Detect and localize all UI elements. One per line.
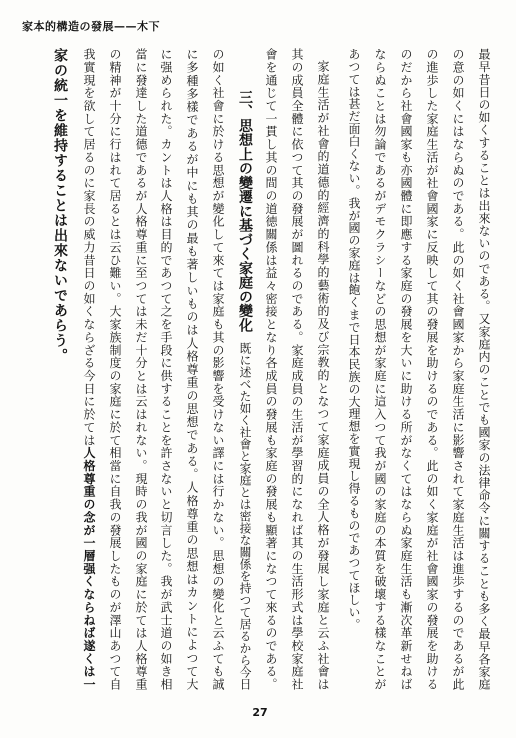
column-text: あつては甚だ面白くない。我が國の家庭は飽くまで日本民族の大理想を實現し得るものであつてほしい。 (347, 48, 361, 631)
text-column (158, 48, 174, 690)
column-text: 家庭生活が社會的道德的經濟的科學的藝術的及び宗教的となつて家庭成員の全人格が發展し家庭と云ふ社會は (316, 60, 330, 690)
column-text: 既に述べた如く社會と家庭とは密接な關係を持つて居るから今日 (238, 342, 252, 690)
text-column (424, 48, 440, 690)
text-column (372, 48, 388, 690)
text-column (346, 48, 362, 690)
column-text: に多種多樣であるが中にも其の最も著しいものは人格尊重の思想である。人格尊重の思想はカントによつて大 (185, 48, 199, 690)
column-text: の如く社會に於ける思想が變化して來ては家庭も其の影響を受けない譯には行かない。思想の變化と云ふても誠 (211, 48, 225, 690)
text-column (81, 48, 97, 690)
column-text: に强められた。カントは人格は目的であつて之を手段に供することを許さないと切言した。我が武士道の如き相 (159, 48, 173, 690)
column-text: の精神が十分に行はれて居るとは云ひ難い。大家族制度の家庭に於て相當に自我の發展したものが澤山あつて自 (108, 48, 122, 690)
text-column (133, 48, 149, 690)
section-heading: 三、思想上の變遷に基づく家庭の變化 (237, 90, 253, 332)
text-column (237, 342, 253, 690)
column-text: 當に發達した道德であるが人格尊重に至つては未だ十分とは云はれない。現時の我が國の家庭に於ては人格尊重 (134, 48, 148, 690)
text-column (184, 48, 200, 690)
paragraph-start-column (315, 60, 331, 690)
text-column (476, 48, 492, 690)
page-number: 27 (252, 706, 268, 719)
text-column (289, 48, 305, 690)
text-column (107, 48, 123, 690)
column-text: の意の如くにはならぬのである。此の如く社會國家から家庭生活に影響されて家庭生活は進歩するのであるが此 (451, 48, 465, 690)
running-head: 家本的構造の發展——木下 (22, 20, 160, 33)
column-text: のだから社會國家も亦國體に即應する家庭の發展を大いに助ける所がなくてはならぬ家庭生活も漸次革新せねば (399, 48, 413, 690)
text-column (398, 48, 414, 690)
text-column (450, 48, 466, 690)
text-column (263, 48, 279, 690)
column-text: 會を通じて一貫し其の間の道徳關係は益々密接となり各成員の發展も家庭の發展も顯著になつて來るのである。 (264, 48, 278, 690)
emphasized-column (52, 48, 68, 690)
column-text: 最早昔日の如くすることは出來ないのである。又家庭内のことでも國家の法律命令に關することも多く最早各家庭 (477, 48, 491, 690)
column-text: の進歩した家庭生活が社會國家に反映して其の發展を助けるのである。此の如く家庭が社會國家の發展を助ける (425, 48, 439, 690)
column-text: 其の成員全體に依つて其の發展が圖れるのである。家庭成員の生活が學習的になれば其の生活形式は學校家庭社 (290, 48, 304, 690)
column-text: 我實現を欲して居るのに家長の威力昔日の如くならざる今日に於ては (82, 48, 96, 447)
column-text: 家の統一を維持することは出來ないであらう。 (52, 48, 68, 363)
text-column (210, 48, 226, 690)
emphasized-text: 人格尊重の念が一層强くならねば遂くは一 (82, 446, 96, 690)
column-text: ならぬことは勿論であるがデモクラシーなどの思想が家庭に這入つて我が國の家庭の本質を破壞する樣なことが (373, 48, 387, 690)
